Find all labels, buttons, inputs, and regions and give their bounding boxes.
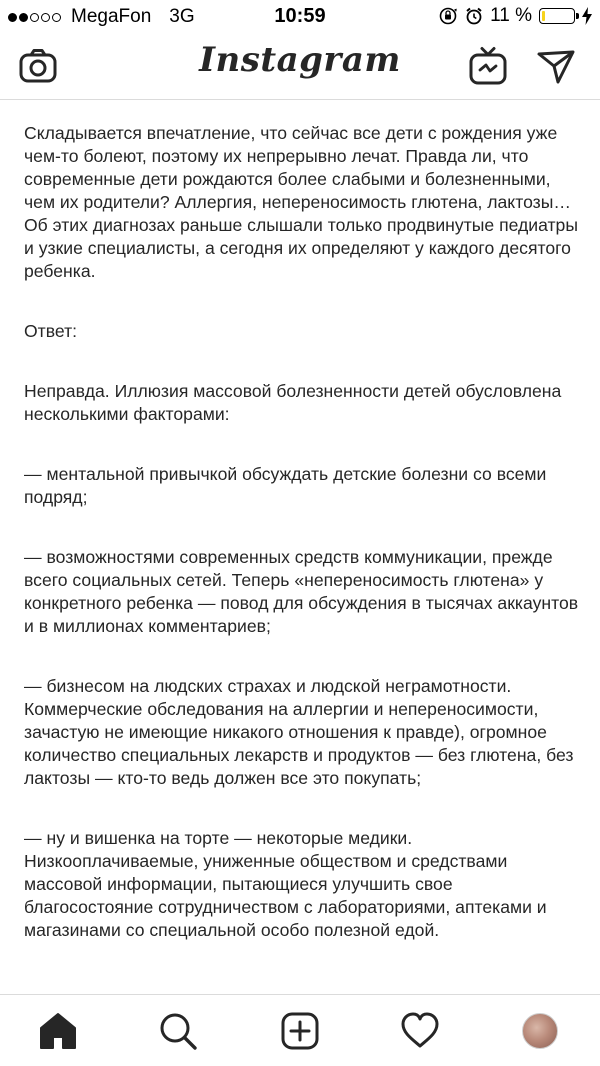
post-caption [24,122,580,979]
profile-avatar[interactable] [522,1013,558,1049]
home-icon[interactable] [38,1011,78,1051]
battery-percent: 11 % [490,5,532,26]
status-bar [0,0,600,34]
activity-heart-icon[interactable] [400,1011,440,1051]
igtv-icon[interactable] [468,46,508,86]
caption-paragraph-answer-label: Ответ: [24,321,78,341]
orientation-lock-icon [438,6,458,26]
charging-bolt-icon [582,7,592,25]
carrier-name: MegaFon [71,6,152,27]
alarm-icon [465,6,483,26]
status-time: 10:59 [274,5,326,27]
app-header [0,34,600,100]
instagram-logo: Instagram [199,40,401,80]
battery-icon [539,8,575,24]
tab-bar [0,994,600,1066]
network-type: 3G [169,6,195,27]
new-post-icon[interactable] [280,1011,320,1051]
caption-paragraph-factor-4: — ну и вишенка на торте — некоторые медики. Низкооплачиваемые, униженные обществом и средствами массовой информации, пытающиеся улучшить свое благосостояние сотрудничеством с лабораториями, аптеками и магазинами со специальной особо полезной едой. [24,828,547,940]
caption-paragraph-factor-2: — возможностями современных средств коммуникации, прежде всего социальных сетей. Теперь «непереносимость глютена» у конкретного ребенка — повод для обсуждения в тысячах аккаунтов и в миллионах комментариев; [24,547,579,636]
caption-paragraph-question: Складывается впечатление, что сейчас все дети с рождения уже чем-то болеют, поэтому их непрерывно лечат. Правда ли, что современные дети рождаются более слабыми и болезненными, чем их родители? Аллергия, непереносимость глютена, лактозы… Об этих диагнозах раньше слышали только продвинутые педиатры и узкие специалисты, а сегодня их определяют у каждого десятого ребенка. [24,123,578,281]
battery-level-fill [542,11,545,21]
caption-paragraph-factor-3: — бизнесом на людских страхах и людской неграмотности. Коммерческие обследования на аллергии и непереносимости, зачастую не имеющие никакого отношения к правде), огромное количество специальных лекарств и продуктов — без глютена, без лактозы — кто-то ведь должен все это покупать; [24,676,574,788]
caption-paragraph-answer: Неправда. Иллюзия массовой болезненности детей обусловлена несколькими факторами: [24,381,562,424]
status-right [438,5,592,27]
search-icon[interactable] [158,1011,198,1051]
caption-paragraph-factor-1: — ментальной привычкой обсуждать детские болезни со всеми подряд; [24,464,547,507]
direct-message-icon[interactable] [536,46,576,86]
